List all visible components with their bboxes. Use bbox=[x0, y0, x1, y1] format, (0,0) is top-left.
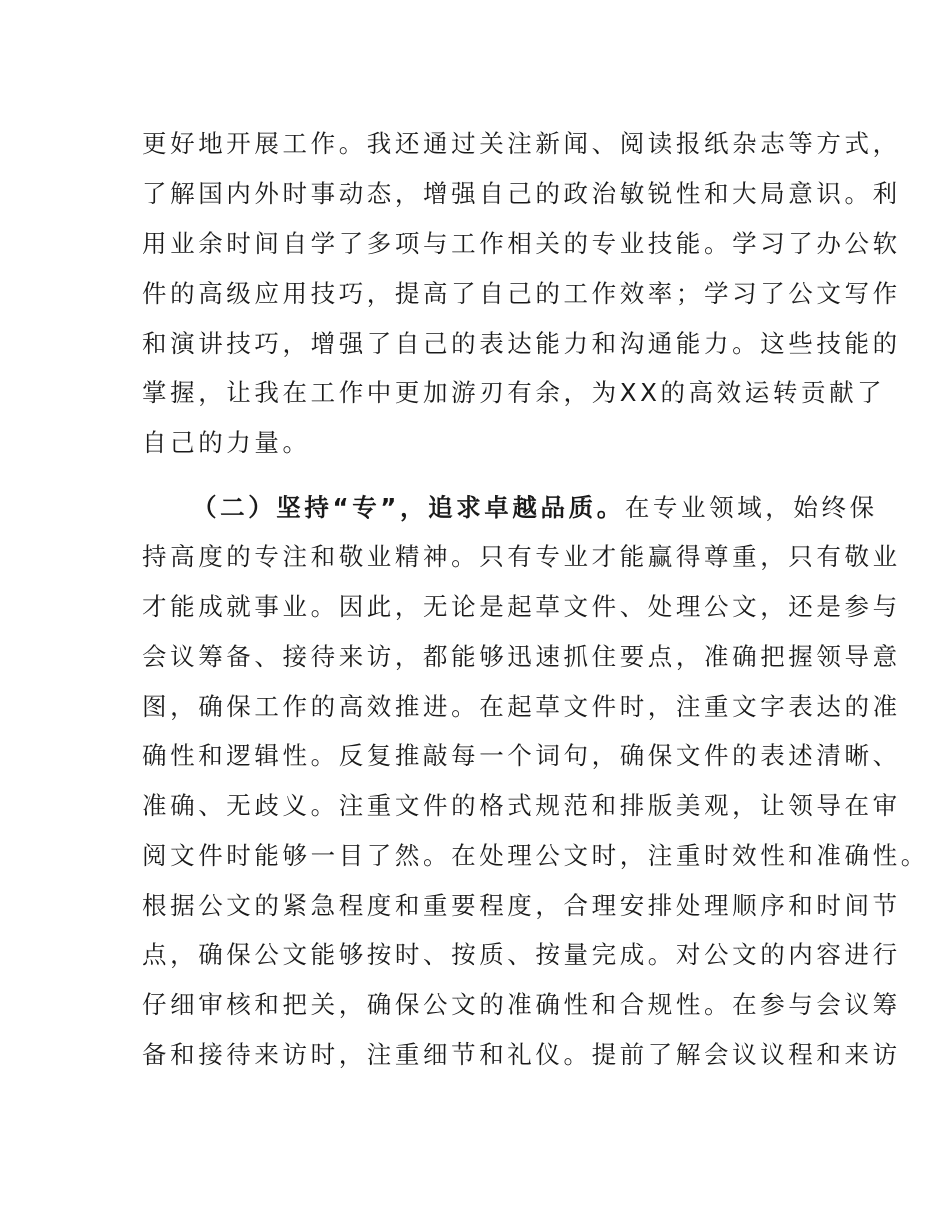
section-heading: （二）坚持“专”，追求卓越品质。 bbox=[192, 493, 625, 522]
paragraph-2-line-6: 确性和逻辑性。反复推敲每一个词句，确保文件的表述清晰、 bbox=[142, 741, 901, 770]
paragraph-1-line-4: 件的高级应用技巧，提高了自己的工作效率；学习了公文写作 bbox=[142, 279, 901, 308]
paragraph-1-line-7: 自己的力量。 bbox=[142, 428, 311, 457]
paragraph-2-line-11: 仔细审核和把关，确保公文的准确性和合规性。在参与会议筹 bbox=[142, 990, 901, 1019]
paragraph-2-line-2: 持高度的专注和敬业精神。只有专业才能赢得尊重，只有敬业 bbox=[142, 542, 901, 571]
paragraph-1-line-2: 了解国内外时事动态，增强自己的政治敏锐性和大局意识。利 bbox=[142, 179, 901, 208]
paragraph-1-line-3: 用业余时间自学了多项与工作相关的专业技能。学习了办公软 bbox=[142, 229, 901, 258]
paragraph-2-line-1 bbox=[192, 491, 892, 525]
paragraph-1-line-6: 掌握，让我在工作中更加游刃有余，为XX的高效运转贡献了 bbox=[142, 378, 886, 407]
paragraph-2-line-8: 阅文件时能够一目了然。在处理公文时，注重时效性和准确性。 bbox=[142, 841, 929, 870]
paragraph-2-line-10: 点，确保公文能够按时、按质、按量完成。对公文的内容进行 bbox=[142, 940, 901, 969]
paragraph-1-line-1: 更好地开展工作。我还通过关注新闻、阅读报纸杂志等方式， bbox=[142, 129, 901, 158]
paragraph-2-line-1-rest: 在专业领域，始终保 bbox=[624, 493, 878, 522]
paragraph-1-line-5: 和演讲技巧，增强了自己的表达能力和沟通能力。这些技能的 bbox=[142, 329, 901, 358]
paragraph-2-line-7: 准确、无歧义。注重文件的格式规范和排版美观，让领导在审 bbox=[142, 791, 901, 820]
paragraph-2-line-9: 根据公文的紧急程度和重要程度，合理安排处理顺序和时间节 bbox=[142, 891, 901, 920]
paragraph-2-line-4: 会议筹备、接待来访，都能够迅速抓住要点，准确把握领导意 bbox=[142, 642, 901, 671]
paragraph-2-line-5: 图，确保工作的高效推进。在起草文件时，注重文字表达的准 bbox=[142, 692, 901, 721]
paragraph-2-line-3: 才能成就事业。因此，无论是起草文件、处理公文，还是参与 bbox=[142, 592, 901, 621]
paragraph-2-line-12: 备和接待来访时，注重细节和礼仪。提前了解会议议程和来访 bbox=[142, 1040, 901, 1069]
